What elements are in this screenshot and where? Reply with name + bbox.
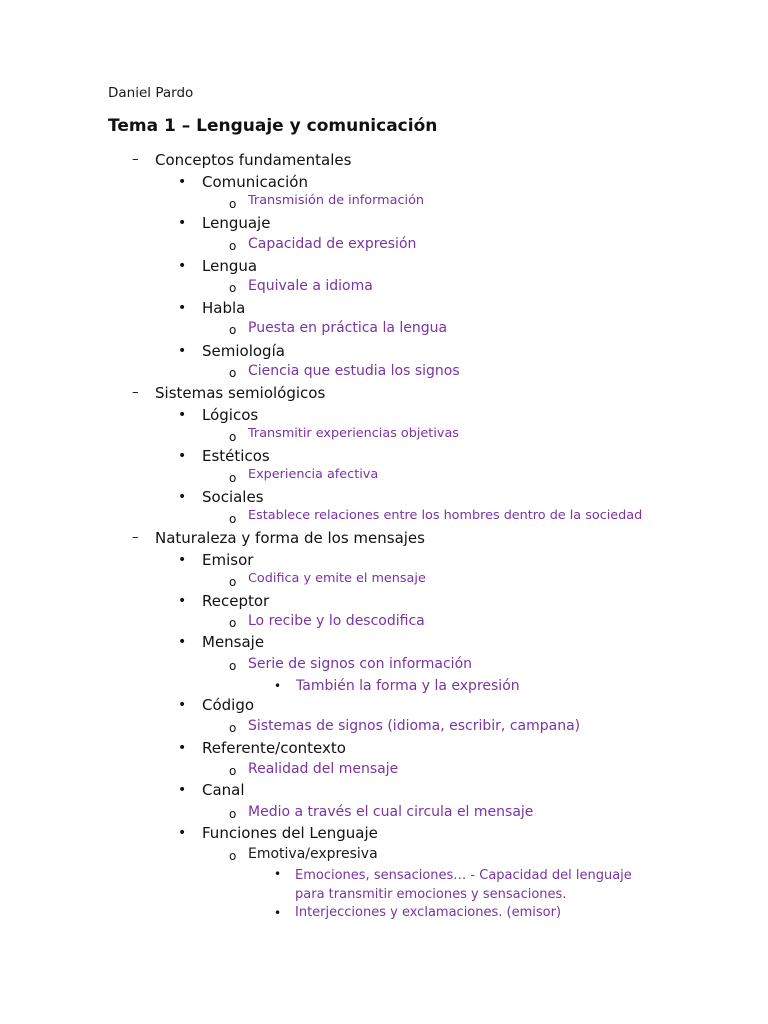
- message-element-definition: Lo recibe y lo descodifica: [248, 613, 425, 629]
- section-heading: Naturaleza y forma de los mensajes: [155, 529, 425, 547]
- circle-marker: o: [229, 512, 237, 526]
- circle-marker: o: [229, 849, 237, 863]
- bullet-marker: •: [178, 407, 187, 423]
- message-element-term: Funciones del Lenguaje: [202, 824, 378, 842]
- author-name: Daniel Pardo: [108, 85, 194, 101]
- function-description: Interjecciones y exclamaciones. (emisor): [295, 905, 562, 920]
- circle-marker: o: [229, 575, 237, 589]
- message-element-term: Canal: [202, 781, 245, 799]
- circle-marker: o: [229, 281, 237, 295]
- message-element-subnote: También la forma y la expresión: [296, 678, 520, 694]
- message-element-definition: Serie de signos con información: [248, 656, 473, 672]
- system-definition: Transmitir experiencias objetivas: [248, 426, 459, 441]
- bullet-marker: •: [178, 552, 187, 568]
- concept-term: Lengua: [202, 257, 258, 275]
- message-element-definition: Codifica y emite el mensaje: [248, 571, 426, 586]
- bullet-marker: •: [178, 782, 187, 798]
- message-element-term: Receptor: [202, 592, 270, 610]
- bullet-marker: •: [178, 489, 187, 505]
- message-element-term: Emisor: [202, 551, 254, 569]
- circle-marker: o: [229, 721, 237, 735]
- section-heading: Sistemas semiológicos: [155, 384, 326, 402]
- system-definition: Establece relaciones entre los hombres dentro de la sociedad: [248, 508, 643, 523]
- message-element-term: Código: [202, 696, 255, 714]
- concept-definition: Capacidad de expresión: [248, 236, 417, 252]
- concept-term: Lenguaje: [202, 214, 271, 232]
- circle-marker: o: [229, 764, 237, 778]
- circle-marker: o: [229, 323, 237, 337]
- dash-marker: –: [132, 530, 139, 545]
- message-element-definition: Medio a través el cual circula el mensaje: [248, 804, 534, 820]
- bullet-marker: •: [178, 634, 187, 650]
- bullet-marker: •: [178, 593, 187, 609]
- document-title: Tema 1 – Lenguaje y comunicación: [108, 116, 438, 136]
- bullet-marker: •: [178, 215, 187, 231]
- concept-definition: Ciencia que estudia los signos: [248, 363, 460, 379]
- circle-marker: o: [229, 430, 237, 444]
- dash-marker: –: [132, 385, 139, 400]
- bullet-marker: •: [178, 300, 187, 316]
- concept-term: Habla: [202, 299, 246, 317]
- function-description: Emociones, sensaciones… - Capacidad del lenguaje para transmitir emociones y sensaciones.: [295, 868, 632, 902]
- bullet-marker: •: [178, 825, 187, 841]
- message-element-definition: Sistemas de signos (idioma, escribir, campana): [248, 718, 581, 734]
- bullet-marker: •: [178, 174, 187, 190]
- circle-marker: o: [229, 807, 237, 821]
- bullet-marker: •: [274, 679, 282, 693]
- section-heading: Conceptos fundamentales: [155, 151, 352, 169]
- message-element-term: Referente/contexto: [202, 739, 346, 757]
- circle-marker: o: [229, 616, 237, 630]
- dash-marker: –: [132, 152, 139, 167]
- circle-marker: o: [229, 197, 237, 211]
- concept-definition: Transmisión de información: [248, 193, 425, 208]
- circle-marker: o: [229, 471, 237, 485]
- message-element-definition: Realidad del mensaje: [248, 761, 399, 777]
- function-name: Emotiva/expresiva: [248, 846, 378, 862]
- bullet-marker: •: [178, 343, 187, 359]
- bullet-marker: •: [178, 740, 187, 756]
- circle-marker: o: [229, 239, 237, 253]
- bullet-marker: •: [178, 448, 187, 464]
- system-term: Estéticos: [202, 447, 270, 465]
- circle-marker: o: [229, 366, 237, 380]
- system-term: Lógicos: [202, 406, 259, 424]
- message-element-term: Mensaje: [202, 633, 265, 651]
- concept-definition: Equivale a idioma: [248, 278, 373, 294]
- bullet-marker: •: [178, 697, 187, 713]
- bullet-marker: •: [274, 867, 282, 881]
- system-term: Sociales: [202, 488, 264, 506]
- concept-term: Comunicación: [202, 173, 308, 191]
- concept-definition: Puesta en práctica la lengua: [248, 320, 448, 336]
- circle-marker: o: [229, 659, 237, 673]
- concept-term: Semiología: [202, 342, 285, 360]
- bullet-marker: •: [178, 258, 187, 274]
- bullet-marker: •: [274, 906, 282, 920]
- system-definition: Experiencia afectiva: [248, 467, 379, 482]
